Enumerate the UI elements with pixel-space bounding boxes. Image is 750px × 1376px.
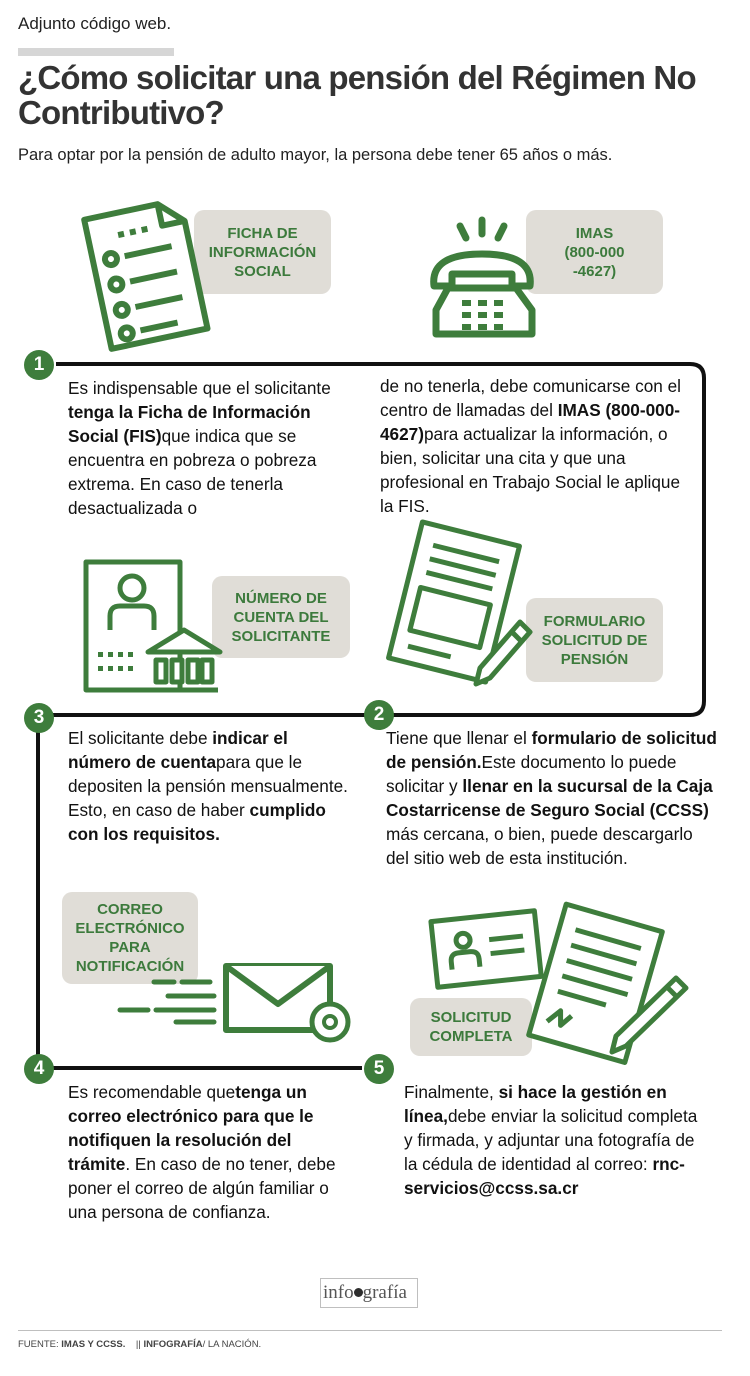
step-3-text [68, 726, 348, 846]
text-bold: tenga un correo electrónico para que le notifiquen la resolución del trámite [68, 1082, 314, 1174]
text-segment: Finalmente, [404, 1082, 499, 1102]
step-1-text-b [380, 374, 696, 518]
footer-separator: || [135, 1339, 144, 1350]
step-4-text [68, 1080, 354, 1224]
badge-line: FICHA DE [227, 224, 298, 242]
text-bold: IMAS (800-000-4627) [380, 400, 680, 444]
badge-line: COMPLETA [429, 1028, 513, 1045]
step-5-number: 5 [364, 1054, 394, 1084]
text-segment: Es recomendable que [68, 1082, 236, 1102]
step-2-number: 2 [364, 700, 394, 730]
text-segment: que indica que se encuentra en pobreza o pobreza extrema. En caso de tenerla desactualizada o [68, 426, 317, 518]
badge-line: NÚMERO DE [235, 589, 327, 607]
badge-line: FORMULARIO [543, 612, 646, 630]
document-checklist-icon [76, 190, 216, 350]
footer-credit-label: INFOGRAFÍA [143, 1339, 203, 1350]
badge-line: NOTIFICACIÓN [75, 958, 185, 975]
text-bold: si hace la gestión en línea, [404, 1082, 667, 1126]
badge-line: SOLICITANTE [231, 627, 331, 645]
text-segment: . En caso de no tener, debe poner el correo de algún familiar o una persona de confianza. [68, 1154, 336, 1222]
logo-left: info [323, 1282, 354, 1303]
logo-dot-icon [354, 1288, 363, 1297]
page-title: ¿Cómo solicitar una pensión del Régimen No Contributivo? [18, 59, 696, 131]
logo-right: grafía [362, 1282, 407, 1303]
badge-line: CUENTA DEL [233, 608, 329, 626]
text-segment: El solicitante debe [68, 728, 213, 748]
step-4-number: 4 [24, 1054, 54, 1084]
badge-line: (800-000 [564, 243, 625, 261]
text-segment: de no tenerla, debe comunicarse con el centro de llamadas del [380, 376, 681, 420]
subtitle: Para optar por la pensión de adulto mayor, la persona debe tener 65 años o más. [18, 146, 613, 164]
text-segment: Es indispensable que el solicitante [68, 378, 331, 398]
footer [18, 1339, 261, 1350]
step-5-text [404, 1080, 704, 1200]
email-envelope-icon [114, 960, 358, 1040]
text-bold: cumplido con los requisitos. [68, 800, 326, 844]
badge-line: ELECTRÓNICO [75, 920, 185, 937]
badge-cuenta [212, 576, 350, 658]
step-3-number: 3 [24, 703, 54, 733]
footer-source-value: IMAS Y CCSS. [61, 1339, 126, 1350]
step-2-text [386, 726, 720, 870]
text-segment: debe enviar la solicitud completa y firmada, y adjuntar una fotografía de la cédula de identidad al correo: [404, 1106, 698, 1174]
badge-line: SOLICITUD DE [541, 631, 648, 649]
badge-line: -4627) [572, 262, 617, 280]
badge-line: IMAS [575, 224, 614, 242]
telephone-icon [424, 214, 548, 342]
text-bold: indicar el número de cuenta [68, 728, 288, 772]
step-1-number: 1 [24, 350, 54, 380]
intro-text: Adjunto código web. [18, 14, 172, 33]
signed-form-icon [430, 908, 690, 1058]
infografia-logo [320, 1278, 418, 1308]
text-bold: formulario de solicitud de pensión. [386, 728, 717, 772]
badge-line: INFORMACIÓN [208, 243, 317, 261]
badge-line: PENSIÓN [560, 650, 629, 668]
badge-formulario [526, 598, 663, 682]
bank-account-icon [84, 558, 220, 702]
text-segment: para actualizar la información, o bien, solicitar una cita y que una profesional en Trabajo Social le aplique la FIS. [380, 424, 681, 516]
badge-line: SOLICITUD [430, 1009, 512, 1026]
text-segment: Este documento lo puede solicitar y [386, 752, 677, 796]
footer-source-label: FUENTE: [18, 1339, 62, 1350]
step-1-text-a [68, 376, 356, 520]
form-pencil-icon [384, 522, 534, 692]
text-bold: rnc-servicios@ccss.sa.cr [404, 1154, 685, 1198]
footer-credit-rest: / LA NACIÓN. [202, 1339, 262, 1350]
text-segment: más cercana, o bien, puede descargarlo del sitio web de esta institución. [386, 824, 693, 868]
text-segment: para que le depositen la pensión mensualmente. Esto, en caso de haber [68, 752, 348, 820]
text-bold: llenar en la sucursal de la Caja Costarricense de Seguro Social (CCSS) [386, 776, 713, 820]
badge-line: PARA [109, 939, 151, 956]
text-segment: Tiene que llenar el [386, 728, 532, 748]
footer-divider [18, 1330, 722, 1331]
badge-line: SOCIAL [234, 262, 291, 280]
badge-line: CORREO [97, 901, 163, 918]
text-bold: tenga la Ficha de Información Social (FIS) [68, 402, 311, 446]
